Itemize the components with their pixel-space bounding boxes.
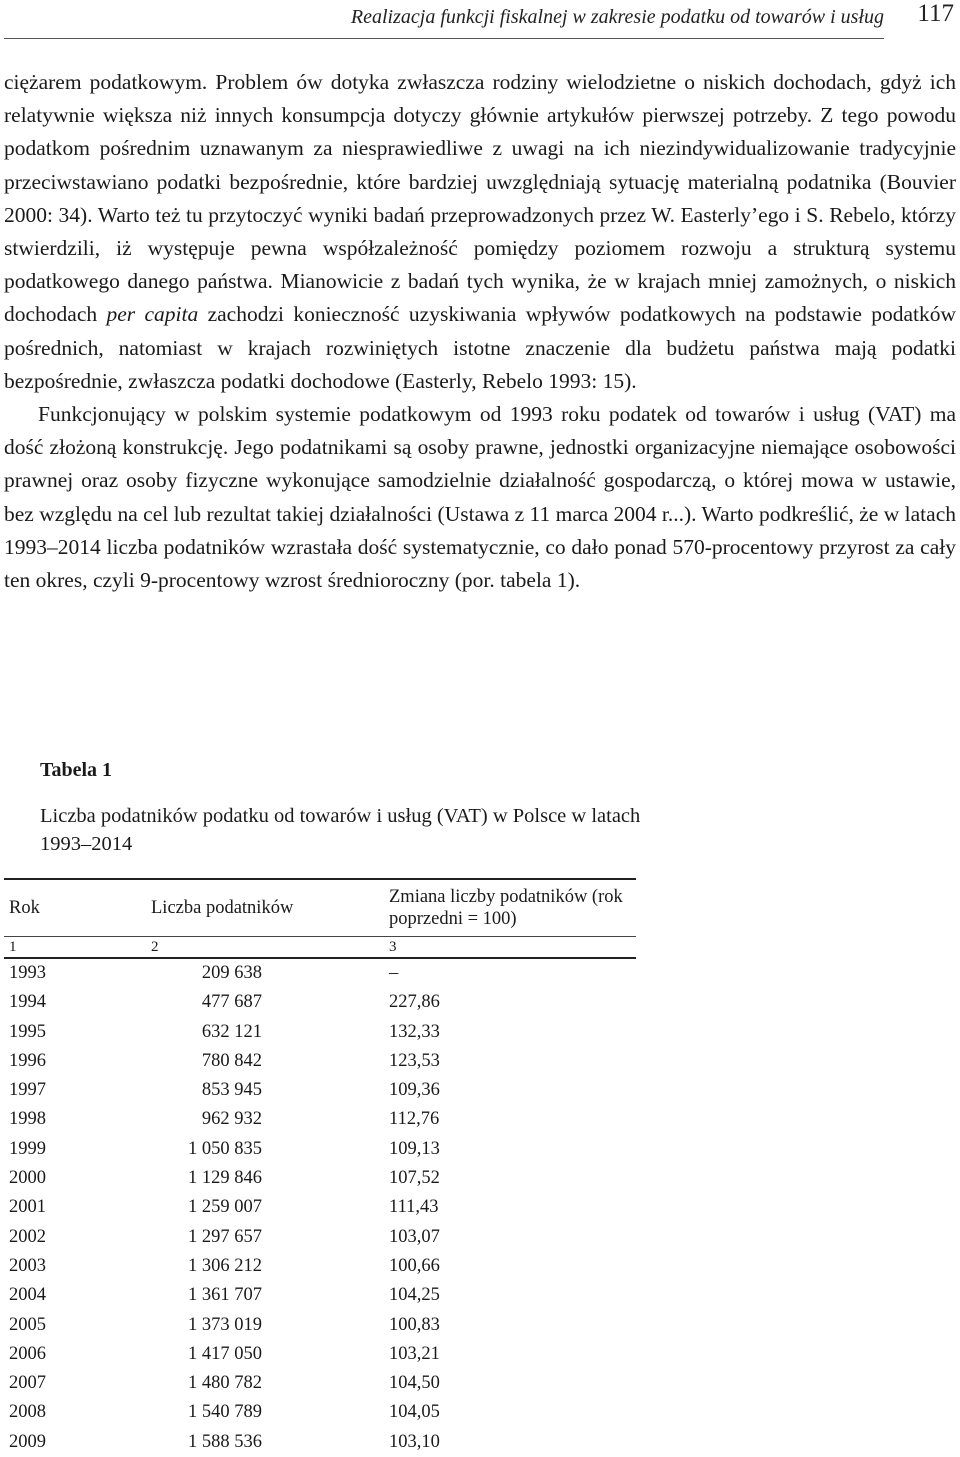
table-title: Liczba podatników podatku od towarów i usług (VAT) w Polsce w latach 1993–2014 [40,805,641,855]
cell-change: 109,36 [389,1080,440,1101]
cell-year: 2007 [9,1373,46,1394]
cell-taxpayers: 1 129 846 [188,1168,262,1189]
table-row [4,1076,636,1105]
cell-taxpayers: 1 373 019 [188,1314,262,1335]
column-number: 2 [129,937,363,959]
vat-taxpayers-table [4,878,636,1457]
cell-change: 104,50 [389,1373,440,1394]
cell-year: 2004 [9,1285,46,1306]
cell-year: 2006 [9,1343,46,1364]
cell-taxpayers: 477 687 [201,992,262,1013]
cell-year: 1997 [9,1080,46,1101]
table-row [4,1398,636,1427]
table-body [4,958,636,1457]
cell-taxpayers: 1 480 782 [188,1373,262,1394]
table-row [4,1252,636,1281]
page-number: 117 [917,0,954,27]
cell-change: 104,05 [389,1402,440,1423]
cell-taxpayers: 209 638 [201,963,262,983]
cell-change: 104,25 [389,1285,440,1306]
table-row [4,1047,636,1076]
cell-change: 103,07 [389,1226,440,1247]
cell-taxpayers: 1 306 212 [188,1255,262,1276]
cell-taxpayers: 962 932 [201,1109,262,1130]
column-numbering-row [4,937,636,959]
cell-change: 100,83 [389,1314,440,1335]
cell-taxpayers: 1 259 007 [188,1197,262,1218]
cell-taxpayers: 853 945 [201,1080,262,1101]
paragraph-1-end: zachodzi konieczność uzyskiwania wpływów podatkowych na podstawie podatków pośrednich, natomiast w krajach rozwiniętych istotne znaczenie dla budżetu państwa mają podatki bezpośrednie, zwłaszcza podatki dochodowe (Easterly, Rebelo 1993: 15). [4,302,956,393]
cell-year: 1995 [9,1021,46,1042]
table-row [4,1018,636,1047]
cell-change: 103,10 [389,1431,440,1452]
cell-year: 2002 [9,1226,46,1247]
table-row [4,1428,636,1457]
cell-year: 2003 [9,1255,46,1276]
table-row [4,1369,636,1398]
cell-year: 1999 [9,1138,46,1159]
cell-change: 100,66 [389,1255,440,1276]
running-title: Realizacja funkcji fiskalnej w zakresie podatku od towarów i usług [350,6,884,28]
header-change: Zmiana liczby podatników (rok poprzedni = 100) [363,879,636,937]
cell-change: 103,21 [389,1343,440,1364]
column-number: 3 [363,937,636,959]
table-row [4,1281,636,1310]
table-row [4,1223,636,1252]
cell-year: 1996 [9,1050,46,1071]
cell-taxpayers: 1 588 536 [188,1431,262,1452]
cell-year: 2001 [9,1197,46,1218]
cell-change: 227,86 [389,992,440,1013]
header-rule [4,38,884,39]
cell-year: 2009 [9,1431,46,1452]
table-row [4,1193,636,1222]
body-text [4,66,956,597]
paragraph-1-italic: per capita [106,302,199,327]
table-row [4,1135,636,1164]
cell-change: 132,33 [389,1021,440,1042]
cell-year: 2005 [9,1314,46,1335]
cell-taxpayers: 1 050 835 [188,1138,262,1159]
running-header [0,0,960,42]
table-row [4,1105,636,1134]
table-row [4,988,636,1017]
header-year: Rok [4,879,129,937]
table-label: Tabela 1 [40,759,113,781]
cell-change: 107,52 [389,1168,440,1189]
cell-taxpayers: 1 297 657 [188,1226,262,1247]
cell-year: 1994 [9,992,46,1013]
cell-taxpayers: 780 842 [201,1050,262,1071]
cell-change: 112,76 [389,1109,440,1130]
paragraph-2: Funkcjonujący w polskim systemie podatkowym od 1993 roku podatek od towarów i usług (VAT) ma dość złożoną konstrukcję. Jego podatnikami są osoby prawne, jednostki organizacyjne niemające osobowości prawnej oraz osoby fizyczne wykonujące samodzielnie działalność gospodarczą, o której mowa w ustawie, bez względu na cel lub rezultat takiej działalności (Ustawa z 11 marca 2004 r...). Warto podkreślić, że w latach 1993–2014 liczba podatników wzrastała dość systematycznie, co dało ponad 570-procentowy przyrost za cały ten okres, czyli 9-procentowy wzrost średnioroczny (por. tabela 1). [4,402,956,593]
table-row [4,958,636,988]
table-row [4,1311,636,1340]
cell-taxpayers: 1 540 789 [188,1402,262,1423]
cell-year: 2008 [9,1402,46,1423]
table-row [4,1340,636,1369]
cell-year: 1993 [9,963,46,983]
table-row [4,1164,636,1193]
cell-change: 109,13 [389,1138,440,1159]
cell-change: 111,43 [389,1197,439,1218]
header-taxpayers: Liczba podatników [129,879,363,937]
cell-change: 123,53 [389,1050,440,1071]
cell-year: 2000 [9,1168,46,1189]
table-header-row [4,879,636,937]
paragraph-1 [4,66,956,398]
cell-taxpayers: 632 121 [201,1021,262,1042]
cell-year: 1998 [9,1109,46,1130]
cell-change: – [389,963,399,983]
paragraph-1-text: ciężarem podatkowym. Problem ów dotyka zwłaszcza rodziny wielodzietne o niskich dochodach, gdyż ich relatywnie większa niż innych konsumpcja dotyczy głównie artykułów pierwszej potrzeby. Z tego powodu podatkom pośrednim uznawanym za niesprawiedliwe z uwagi na ich niezindywidualizowanie tradycyjnie przeciwstawiano podatki bezpośrednie, które bardziej uwzględniają sytuację materialną podatnika (Bouvier 2000: 34). Warto też tu przytoczyć wyniki badań przeprowadzonych przez W. Easterly’ego i S. Rebelo, którzy stwierdzili, iż występuje pewna współzależność pomiędzy poziomem rozwoju a strukturą systemu podatkowego danego państwa. Mianowicie z badań tych wynika, że w krajach mniej zamożnych, o niskich dochodach [4,70,956,327]
cell-taxpayers: 1 361 707 [188,1285,262,1306]
cell-taxpayers: 1 417 050 [188,1343,262,1364]
column-number: 1 [4,937,129,959]
